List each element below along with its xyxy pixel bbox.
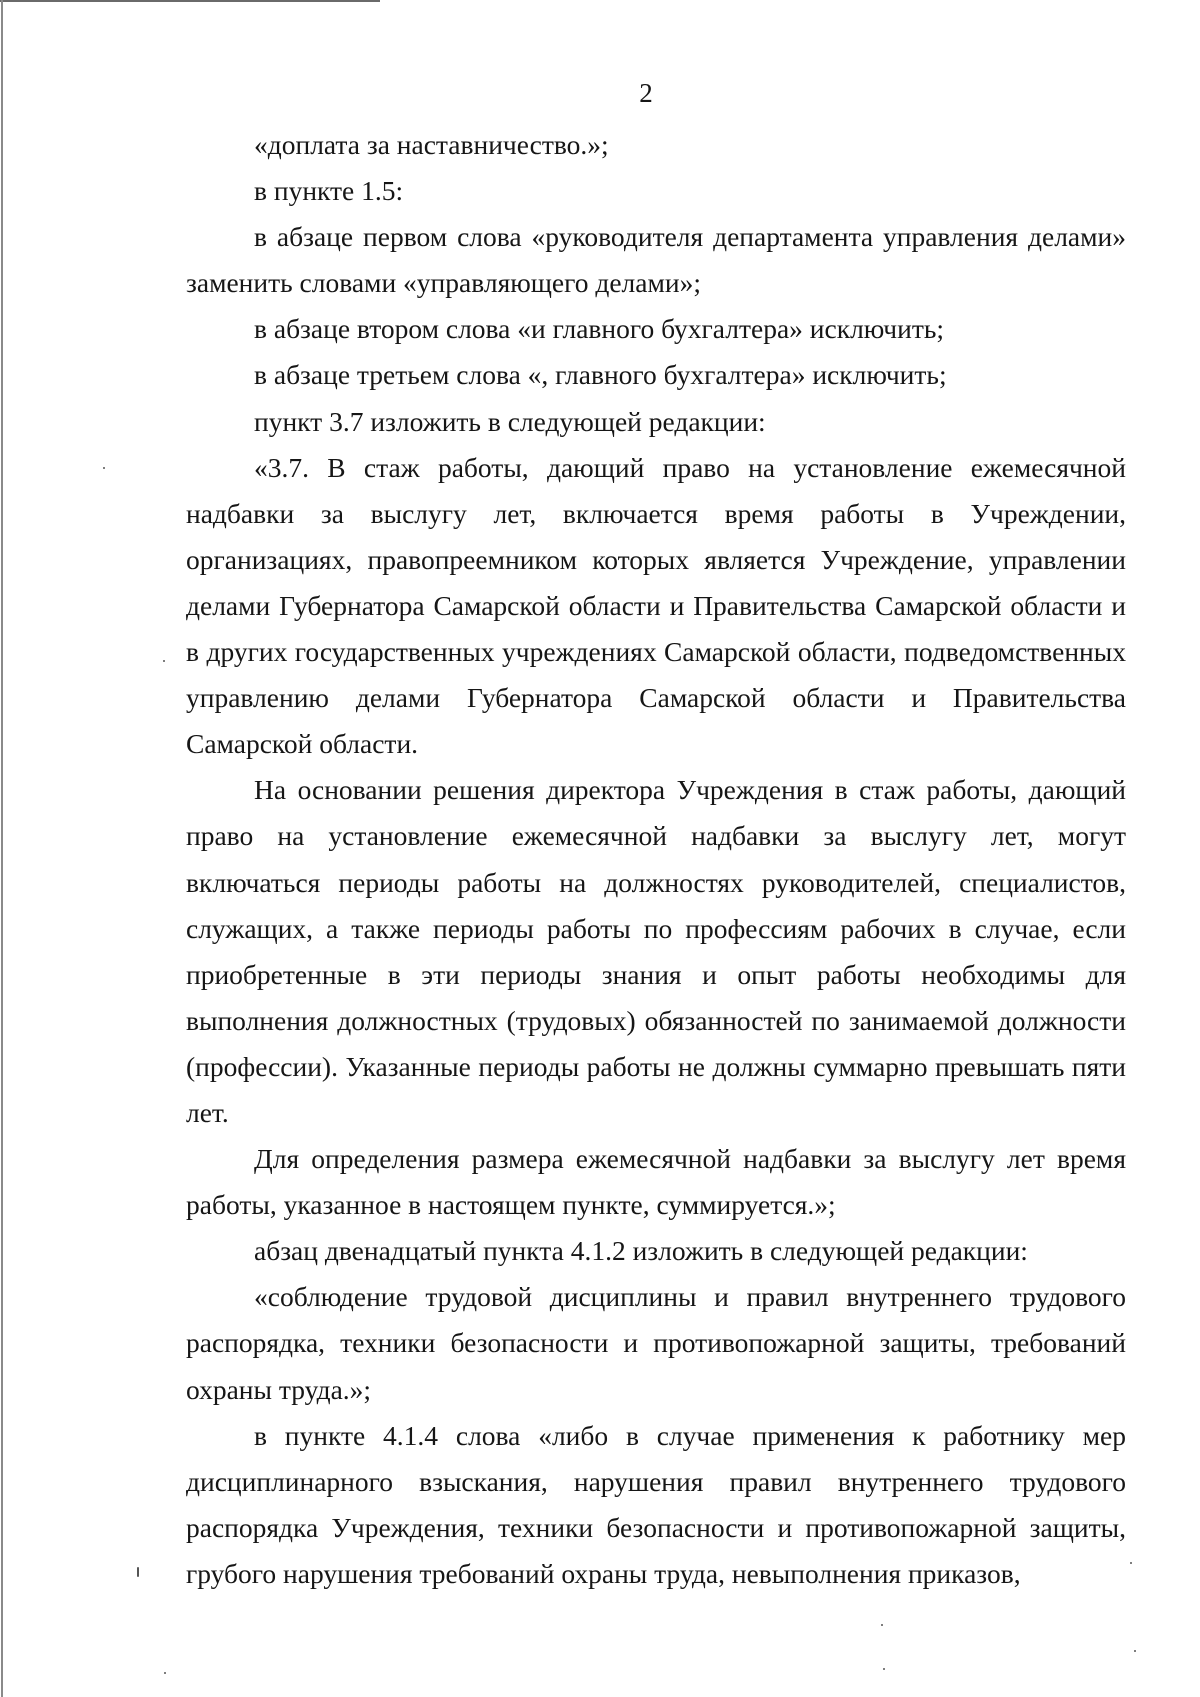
scan-edge-left xyxy=(1,0,3,1697)
scan-speck xyxy=(103,467,105,469)
paragraph: «доплата за наставничество.»; xyxy=(254,129,609,160)
document-body xyxy=(186,122,1126,1597)
paragraph: абзац двенадцатый пункта 4.1.2 изложить в следующей редакции: xyxy=(254,1235,1028,1267)
scan-speck xyxy=(137,1567,139,1577)
paragraph: Для определения размера ежемесячной надбавки за выслугу лет время работы, указанное в настоящем пункте, суммируется.»; xyxy=(186,1143,1126,1221)
page-number: 2 xyxy=(639,78,653,108)
scan-speck xyxy=(163,660,165,662)
paragraph: «соблюдение трудовой дисциплины и правил внутреннего трудового распорядка, техники безопасности и противопожарной защиты, требований охраны труда.»; xyxy=(186,1281,1126,1405)
paragraph: в пункте 4.1.4 слова «либо в случае применения к работнику мер дисциплинарного взыскания, нарушения правил внутреннего трудового распорядка Учреждения, техники безопасности и противопожарной защиты, грубого нарушения требований охраны труда, невыполнения приказов, xyxy=(186,1419,1126,1589)
paragraph: пункт 3.7 изложить в следующей редакции: xyxy=(254,405,766,437)
paragraph: На основании решения директора Учреждения в стаж работы, дающий право на установление ежемесячной надбавки за выслугу лет, могут включаться периоды работы на должностях руководителей, специалистов, служащих, а также периоды работы по профессиям рабочих в случае, если приобретенные в эти периоды знания и опыт работы необходимы для выполнения должностных (трудовых) обязанностей по занимаемой должности (профессии). Указанные периоды работы не должны суммарно превышать пяти лет. xyxy=(186,774,1126,1128)
scan-speck xyxy=(1130,1562,1132,1564)
paragraph: в пункте 1.5: xyxy=(254,175,404,207)
paragraph: «3.7. В стаж работы, дающий право на установление ежемесячной надбавки за выслугу лет, включается время работы в Учреждении, организациях, правопреемником которых является Учреждение, управлении делами Губернатора Самарской области и Правительства Самарской области и в других государственных учреждениях Самарской области, подведомственных управлению делами Губернатора Самарской области и Правительства Самарской области. xyxy=(186,451,1126,760)
paragraph: в абзаце втором слова «и главного бухгалтера» исключить; xyxy=(254,313,945,345)
paragraph: в абзаце третьем слова «, главного бухгалтера» исключить; xyxy=(254,359,947,391)
scan-speck xyxy=(883,1668,885,1670)
scan-speck xyxy=(1134,1650,1136,1652)
scan-speck xyxy=(164,1672,166,1674)
scan-speck xyxy=(881,1624,883,1626)
scan-edge-top xyxy=(0,0,380,2)
paragraph: в абзаце первом слова «руководителя департамента управления делами» заменить словами «управляющего делами»; xyxy=(186,221,1126,299)
